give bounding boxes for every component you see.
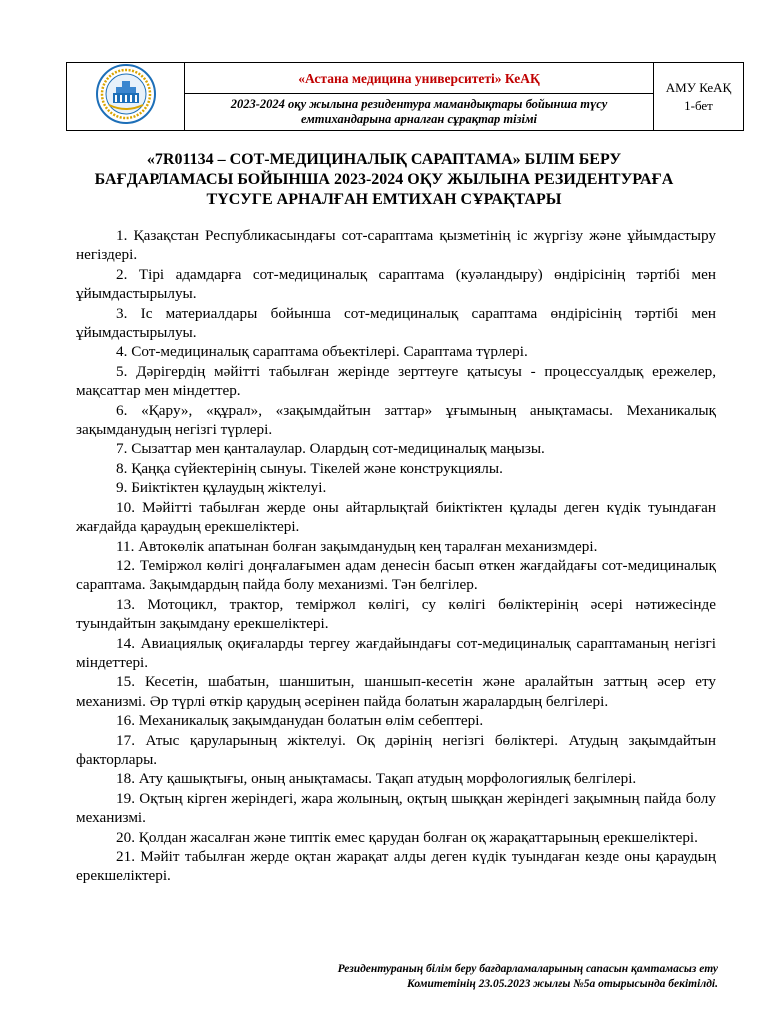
logo-cell: [67, 63, 185, 131]
document-code-cell: [654, 63, 744, 131]
question-item: 17. Атыс қаруларының жіктелуі. Оқ дәрінің негізгі бөліктері. Атудың зақымдайтын факторлары.: [76, 731, 716, 768]
question-item: 5. Дәрігердің мәйітті табылған жерінде зерттеуге қатысуы - процессуалдық ережелер, мақсаттар мен міндеттер.: [76, 362, 716, 400]
question-item: 14. Авиациялық оқиғаларды тергеу жағдайындағы сот-медициналық сараптаманың негізгі міндеттері.: [76, 634, 716, 671]
document-code: АМУ КеАҚ: [665, 79, 732, 95]
approval-note: [272, 962, 718, 992]
question-item: 21. Мәйіт табылған жерде оқтан жарақат алды деген күдік туындаған кезде оны қараудың ерекшеліктері.: [76, 848, 716, 885]
question-item: 8. Қаңқа сүйектерінің сынуы. Тікелей және конструкциялы.: [116, 459, 503, 477]
question-item: 12. Теміржол көлігі доңғалағымен адам денесін басып өткен жағдайдағы сот-медициналық сараптама. Зақымдардың пайда болу механизмі. Тән белгілер.: [76, 556, 716, 594]
question-item: 10. Мәйітті табылған жерде оны айтарлықтай биіктіктен құлады деген күдік туындаған жағдайда қараудың ерекшеліктері.: [76, 498, 716, 536]
organization-name: «Астана медицина университеті» КеАҚ: [185, 65, 653, 94]
document-header: [66, 62, 744, 131]
university-logo-icon: [95, 63, 157, 125]
question-item: 4. Сот-медициналық сараптама объектілері. Сараптама түрлері.: [116, 343, 528, 361]
question-item: 9. Биіктіктен құлаудың жіктелуі.: [116, 479, 327, 497]
question-item: 3. Іс материалдары бойынша сот-медициналық сараптама өндірісінің тәртібі мен ұйымдастырылуы.: [76, 304, 716, 342]
question-item: 16. Механикалық зақымданудан болатын өлім себептері.: [116, 712, 484, 730]
organization-cell: [185, 63, 654, 131]
question-item: 18. Ату қашықтығы, оның анықтамасы. Тақап атудың морфологиялық белгілері.: [116, 770, 637, 788]
approval-note-line: Комитетінің 23.05.2023 жылғы №5а отырысында бекітілді.: [406, 978, 718, 990]
approval-note-line: Резидентураның білім беру бағдарламаларының сапасын қамтамасыз ету: [337, 963, 718, 975]
question-item: 7. Сызаттар мен қанталаулар. Олардың сот-медициналық маңызы.: [116, 440, 545, 458]
page-title: «7R01134 – СОТ-МЕДИЦИНАЛЫҚ САРАПТАМА» БІЛІМ БЕРУ БАҒДАРЛАМАСЫ БОЙЫНША 2023-2024 ОҚУ ЖЫЛЫНА РЕЗИДЕНТУРАҒА ТҮСУГЕ АРНАЛҒАН ЕМТИХАН СҰРАҚТАРЫ: [94, 151, 674, 208]
question-item: 11. Автокөлік апатынан болған зақымданудың кең таралған механизмдері.: [116, 537, 598, 555]
question-item: 6. «Қару», «құрал», «зақымдайтын заттар» ұғымының анықтамасы. Механикалық зақымданудың негізгі түрлері.: [76, 401, 716, 439]
question-item: 13. Мотоцикл, трактор, теміржол көлігі, су көлігі бөліктерінің әсері нәтижесінде туындайтын зақымдану ерекшеліктері.: [76, 595, 716, 633]
question-item: 1. Қазақстан Республикасындағы сот-сараптама қызметінің іс жүргізу және ұйымдастыру негіздері.: [76, 227, 716, 264]
page-number: 1-бет: [684, 97, 713, 113]
question-item: 19. Оқтың кірген жеріндегі, жара жолының, оқтың шыққан жеріндегі зақымның пайда болу механизмі.: [76, 789, 716, 827]
document-title: 2023-2024 оқу жылына резидентура мамандықтары бойынша түсу емтихандарына арналған сұрақтар тізімі: [230, 96, 608, 126]
question-item: 20. Қолдан жасалған және типтік емес қарудан болған оқ жарақаттарының ерекшеліктері.: [116, 828, 698, 846]
question-list: [76, 226, 716, 886]
question-item: 2. Тірі адамдарға сот-медициналық сараптама (куәландыру) өндірісінің тәртібі мен ұйымдастырылуы.: [76, 265, 716, 303]
question-item: 15. Кесетін, шабатын, шаншитын, шаншып-кесетін және аралайтын заттың әсер ету механизмі. Әр түрлі өткір қарудың әсерінен пайда болатын жаралардың белгілері.: [76, 673, 716, 710]
